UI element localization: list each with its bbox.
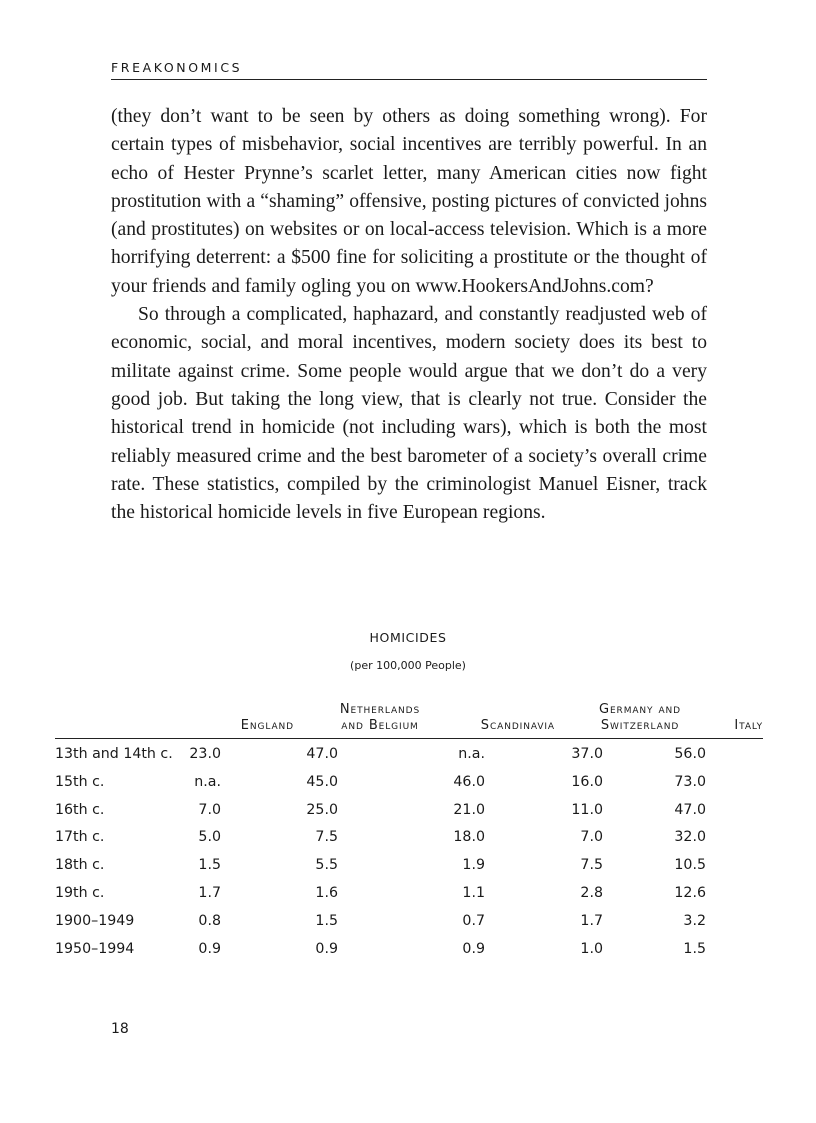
row-label: 1900–1949	[55, 912, 135, 929]
cell-italy: 32.0	[674, 829, 706, 846]
cell-scandinavia: 0.7	[462, 912, 485, 929]
column-header-line: Scandinavia	[480, 718, 555, 733]
row-label: 1950–1994	[55, 940, 135, 957]
cell-germany-switzerland: 7.5	[580, 857, 603, 874]
cell-scandinavia: 0.9	[462, 940, 485, 957]
column-header-scandinavia	[453, 718, 555, 734]
row-label: 19th c.	[55, 884, 105, 901]
cell-scandinavia: 1.1	[462, 884, 485, 901]
table-body	[55, 744, 763, 966]
cell-italy: 1.5	[683, 940, 706, 957]
body-text	[111, 103, 707, 527]
table-row	[55, 939, 763, 967]
cell-italy: 47.0	[674, 801, 706, 818]
cell-netherlands-belgium: 0.9	[315, 940, 338, 957]
cell-italy: 10.5	[674, 857, 706, 874]
cell-scandinavia: 18.0	[453, 829, 485, 846]
cell-england: 0.9	[198, 940, 221, 957]
table-subtitle: (per 100,000 People)	[350, 659, 466, 672]
paragraph-2: So through a complicated, haphazard, and constantly readjusted web of economic, social, and moral incentives, modern society does its best to militate against crime. Some people would argue that we don’t do a very good job. But taking the long view, that is clearly not true. Consider the historical trend in homicide (not including wars), which is both the most reliably measured crime and the best barometer of a society’s overall crime rate. These statistics, compiled by the criminologist Manuel Eisner, track the historical homicide levels in five European regions.	[111, 304, 707, 524]
cell-england: 0.8	[198, 912, 221, 929]
cell-england: n.a.	[194, 773, 221, 790]
column-header-england	[226, 718, 294, 734]
running-head: FREAKONOMICS	[111, 60, 707, 80]
column-header-netherlands-belgium	[305, 702, 455, 734]
table-row	[55, 772, 763, 800]
cell-germany-switzerland: 16.0	[571, 773, 603, 790]
cell-germany-switzerland: 7.0	[580, 829, 603, 846]
cell-scandinavia: 1.9	[462, 857, 485, 874]
cell-netherlands-belgium: 1.5	[315, 912, 338, 929]
cell-italy: 3.2	[683, 912, 706, 929]
cell-scandinavia: 46.0	[453, 773, 485, 790]
cell-germany-switzerland: 37.0	[571, 746, 603, 762]
table-row	[55, 855, 763, 883]
cell-england: 1.5	[198, 857, 221, 874]
page-number: 18	[111, 1021, 129, 1037]
row-label: 17th c.	[55, 829, 105, 846]
cell-scandinavia: n.a.	[458, 746, 485, 762]
cell-netherlands-belgium: 7.5	[315, 829, 338, 846]
row-label: 13th and 14th c.	[55, 746, 173, 762]
column-header-line: Germany and	[598, 702, 682, 717]
cell-netherlands-belgium: 5.5	[315, 857, 338, 874]
cell-scandinavia: 21.0	[453, 801, 485, 818]
cell-netherlands-belgium: 47.0	[306, 746, 338, 762]
cell-germany-switzerland: 11.0	[571, 801, 603, 818]
cell-italy: 12.6	[674, 884, 706, 901]
row-label: 15th c.	[55, 773, 105, 790]
table-header	[55, 700, 763, 739]
cell-italy: 73.0	[674, 773, 706, 790]
column-header-line: Switzerland	[600, 718, 680, 733]
cell-germany-switzerland: 2.8	[580, 884, 603, 901]
cell-italy: 56.0	[674, 746, 706, 762]
table-row	[55, 883, 763, 911]
column-header-line: and Belgium	[341, 718, 419, 733]
column-header-italy	[707, 718, 763, 734]
table-row	[55, 744, 763, 772]
cell-germany-switzerland: 1.7	[580, 912, 603, 929]
cell-netherlands-belgium: 25.0	[306, 801, 338, 818]
cell-netherlands-belgium: 45.0	[306, 773, 338, 790]
paragraph-1: (they don’t want to be seen by others as doing something wrong). For certain types of misbehavior, social incentives are terribly powerful. In an echo of Hester Prynne’s scarlet letter, many American cities now fight prostitution with a “shaming” offensive, posting pictures of convicted johns (and prostitutes) on websites or on local-access television. Which is a more horrifying deterrent: a $500 fine for soliciting a prostitute or the thought of your friends and family ogling you on www.HookersAndJohns.com?	[111, 106, 707, 297]
column-header-line: England	[240, 718, 294, 733]
cell-england: 5.0	[198, 829, 221, 846]
cell-england: 1.7	[198, 884, 221, 901]
table-title: HOMICIDES	[369, 630, 447, 645]
table-row	[55, 911, 763, 939]
table-row	[55, 827, 763, 855]
column-header-germany-switzerland	[565, 702, 715, 734]
row-label: 18th c.	[55, 857, 105, 874]
table-row	[55, 800, 763, 828]
cell-germany-switzerland: 1.0	[580, 940, 603, 957]
cell-england: 7.0	[198, 801, 221, 818]
cell-england: 23.0	[189, 746, 221, 762]
cell-netherlands-belgium: 1.6	[315, 884, 338, 901]
row-label: 16th c.	[55, 801, 105, 818]
column-header-line: Italy	[734, 718, 763, 733]
column-header-line: Netherlands	[339, 702, 421, 717]
